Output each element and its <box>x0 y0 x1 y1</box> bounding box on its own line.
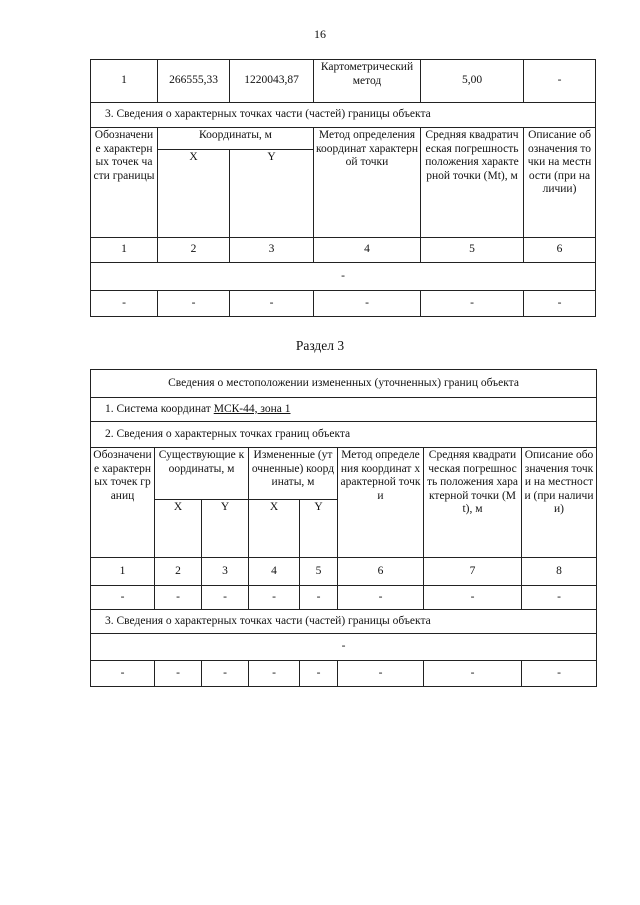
table-cell: - <box>91 263 596 291</box>
table-cell: - <box>314 291 421 317</box>
column-header: Средняя квадратическая погрешность положения характерной точки (Mt), м <box>421 128 524 238</box>
table-cell: 1 <box>91 558 155 586</box>
table-cell: 8 <box>522 558 597 586</box>
table-row <box>91 60 596 103</box>
table-cell: - <box>522 586 597 610</box>
table-cell: 4 <box>249 558 300 586</box>
table-cell: - <box>91 586 155 610</box>
section-2-table <box>90 59 596 317</box>
table-cell: 3 <box>230 238 314 263</box>
table-cell: Картометрический метод <box>314 60 421 103</box>
column-header: Обозначение характерных точек части границы <box>91 128 158 238</box>
column-header: Средняя квадратическая погрешность положения характерной точки (Mt), м <box>424 448 522 558</box>
table-row <box>91 634 597 661</box>
table-cell: - <box>421 291 524 317</box>
table-cell: - <box>202 661 249 687</box>
table-row <box>91 263 596 291</box>
column-header: Существующие координаты, м <box>155 448 249 500</box>
table-row <box>91 586 597 610</box>
table-cell: - <box>202 586 249 610</box>
section-heading: Раздел 3 <box>295 338 345 353</box>
table-row <box>91 291 596 317</box>
table-cell: - <box>249 586 300 610</box>
table-cell: - <box>155 586 202 610</box>
table-cell: - <box>424 661 522 687</box>
table-cell: - <box>524 60 596 103</box>
table-row <box>91 238 596 263</box>
page-number: 16 <box>314 27 326 41</box>
table-cell: 2 <box>158 238 230 263</box>
section-3-table <box>90 369 597 687</box>
table-cell: - <box>300 661 338 687</box>
column-header: Описание обозначения точки на местности (при наличии) <box>524 128 596 238</box>
section-title: 3. Сведения о характерных точках части (частей) границы объекта <box>91 103 596 128</box>
table-cell: 6 <box>338 558 424 586</box>
column-header: Метод определения координат характерной точки <box>314 128 421 238</box>
table-cell: - <box>249 661 300 687</box>
table-cell: - <box>338 661 424 687</box>
table-cell: - <box>522 661 597 687</box>
table-cell: - <box>300 586 338 610</box>
column-header: Описание обозначения точки на местности (при наличии) <box>522 448 597 558</box>
column-header: X <box>155 500 202 558</box>
column-header: Измененные (уточненные) координаты, м <box>249 448 338 500</box>
table-cell: - <box>524 291 596 317</box>
section-title: 3. Сведения о характерных точках части (частей) границы объекта <box>91 610 597 634</box>
table-cell: 5,00 <box>421 60 524 103</box>
table-cell: - <box>158 291 230 317</box>
column-header: Метод определения координат характерной точки <box>338 448 424 558</box>
table-cell: - <box>230 291 314 317</box>
table-title: Сведения о местоположении измененных (уточненных) границ объекта <box>91 370 597 398</box>
table-cell: - <box>424 586 522 610</box>
table-row <box>91 558 597 586</box>
column-header: Координаты, м <box>158 128 314 150</box>
section-title: 2. Сведения о характерных точках границ объекта <box>91 422 597 448</box>
column-header: Y <box>202 500 249 558</box>
table-cell: - <box>338 586 424 610</box>
table-cell: 3 <box>202 558 249 586</box>
table-cell: 5 <box>421 238 524 263</box>
table-cell: 5 <box>300 558 338 586</box>
coord-system-value: МСК-44, зона 1 <box>213 402 291 415</box>
column-header: X <box>158 150 230 238</box>
table-cell: 4 <box>314 238 421 263</box>
table-cell: 7 <box>424 558 522 586</box>
table-cell: - <box>91 634 597 661</box>
coord-system-label: 1. Система координат <box>105 402 211 415</box>
column-header: Y <box>230 150 314 238</box>
table-row <box>91 661 597 687</box>
table-cell: 1 <box>91 60 158 103</box>
table-cell: 1220043,87 <box>230 60 314 103</box>
table-cell: 266555,33 <box>158 60 230 103</box>
table-cell: 1 <box>91 238 158 263</box>
table-cell: - <box>91 661 155 687</box>
column-header: Обозначение характерных точек границ <box>91 448 155 558</box>
coord-system <box>91 398 597 422</box>
table-cell: 2 <box>155 558 202 586</box>
table-cell: 6 <box>524 238 596 263</box>
column-header: Y <box>300 500 338 558</box>
table-cell: - <box>155 661 202 687</box>
table-cell: - <box>91 291 158 317</box>
column-header: X <box>249 500 300 558</box>
